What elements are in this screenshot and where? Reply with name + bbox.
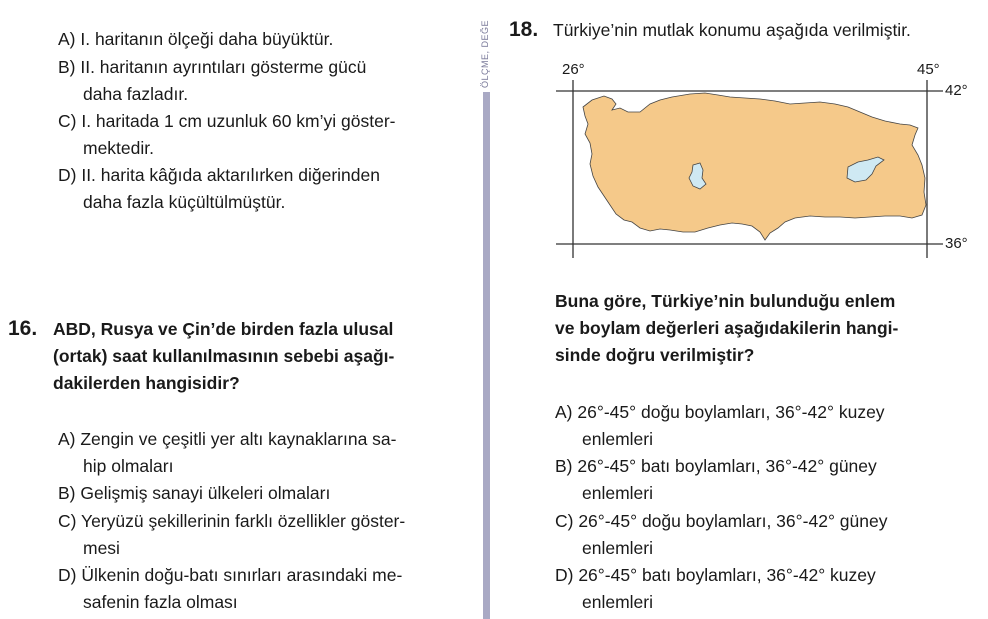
q15-option-d: D) II. harita kâğıda aktarılırken diğerinden (58, 165, 380, 185)
q16-option-b: B) Gelişmiş sanayi ülkeleri olmaları (58, 483, 331, 503)
q16-number: 16. (8, 317, 38, 340)
q18-option-b: B) 26°-45° batı boylamları, 36°-42° güney (555, 456, 877, 476)
q16-option-a: A) Zengin ve çeşitli yer altı kaynaklarına sa- (58, 429, 397, 449)
q18-stem-line-2: ve boylam değerleri aşağıdakilerin hangi- (555, 318, 899, 338)
q18-option-c-cont: enlemleri (582, 538, 653, 558)
q18-number: 18. (509, 18, 539, 41)
q16-option-d-cont: safenin fazla olması (83, 592, 238, 612)
q18-stem-line-3: sinde doğru verilmiştir? (555, 345, 755, 365)
q18-option-b-cont: enlemleri (582, 483, 653, 503)
q18-option-c: C) 26°-45° doğu boylamları, 36°-42° güney (555, 511, 888, 531)
q16-stem-line-1: ABD, Rusya ve Çin’de birden fazla ulusal (53, 319, 394, 339)
q16-stem-line-3: dakilerden hangisidir? (53, 373, 240, 393)
map-label-lon-right: 45° (917, 61, 940, 78)
q15-option-c: C) I. haritada 1 cm uzunluk 60 km’yi göster- (58, 111, 396, 131)
q18-intro: Türkiye’nin mutlak konumu aşağıda verilmiştir. (553, 20, 911, 40)
q16-option-d: D) Ülkenin doğu-batı sınırları arasındaki me- (58, 565, 403, 585)
q16-option-c-cont: mesi (83, 538, 120, 558)
q18-stem-line-1: Buna göre, Türkiye’nin bulunduğu enlem (555, 291, 896, 311)
q16-stem-line-2: (ortak) saat kullanılmasının sebebi aşağı- (53, 346, 395, 366)
side-label: ÖLÇME, DEĞE (480, 19, 490, 88)
map-label-lat-bottom: 36° (945, 235, 968, 252)
map-label-lat-top: 42° (945, 82, 968, 99)
q16-option-a-cont: hip olmaları (83, 456, 174, 476)
q15-option-d-cont: daha fazla küçültülmüştür. (83, 192, 286, 212)
q18-option-d-cont: enlemleri (582, 592, 653, 612)
q18-option-d: D) 26°-45° batı boylamları, 36°-42° kuzey (555, 565, 876, 585)
q15-option-b: B) II. haritanın ayrıntıları gösterme gücü (58, 57, 367, 77)
q15-option-a: A) I. haritanın ölçeği daha büyüktür. (58, 29, 334, 49)
q15-option-b-cont: daha fazladır. (83, 84, 189, 104)
q16-option-c: C) Yeryüzü şekillerinin farklı özellikler göster- (58, 511, 406, 531)
q18-option-a: A) 26°-45° doğu boylamları, 36°-42° kuzey (555, 402, 885, 422)
map-label-lon-left: 26° (562, 61, 585, 78)
q18-option-a-cont: enlemleri (582, 429, 653, 449)
q15-option-c-cont: mektedir. (83, 138, 154, 158)
